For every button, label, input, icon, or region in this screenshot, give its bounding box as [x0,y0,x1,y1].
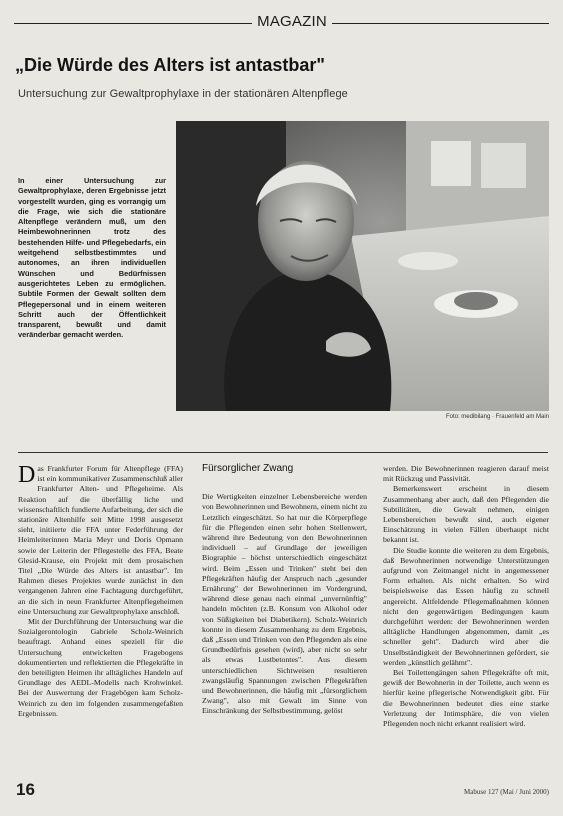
section-header [14,11,549,33]
lead-divider [18,452,548,453]
photo-elderly-woman-at-table [176,121,549,411]
article-lead: In einer Untersuchung zur Gewaltprophylaxe, deren Ergebnisse jetzt vorgestellt wurden, ging es vorrangig um die Frage, wie sich die stationäre Altenpflege verändern muß, um den Heimbewohnerinnen trotz des bestehenden Hilfe- und Pflegebedarfs, ein weitgehend selbstbestimmtes und autonomes, an ihren individuellen Wünschen und Bedürfnissen ausgerichtetes Leben zu ermöglichen. Subtile Formen der Gewalt sollten dem Pflegepersonal und in einem weiteren Schritt auch der Öffentlichkeit transparent, bewußt und damit veränderbar gemacht werden. [18,176,166,340]
column-1-paragraph-1-text: as Frankfurter Forum für Altenpflege (FFA) ist ein kommunikativer Zusammenschluß aller Frankfurter Alten- und Pflegeheime. Als Reaktion auf die überfällig liche und wissenschaftlich fundierte Aufarbeitung, der sich die stationäre Altenhilfe seit Mitte 1998 ausgesetzt sieht, initiierte die FFA unter Federführung der Heimleiterinnen Maria Meyr und Doris Opmann sowie der Leiterin der Pflegestelle des FFA, Beate Glesid-Krause, ein Projekt mit dem prosaischen Titel „Die Würde des Alters ist antastbar". Im Rahmen dieses Projektes wurde zunächst in den vergangenen Jahren eine Fachtagung durchgeführt, an die sich in neun Frankfurter Altenpflegeheimen eine Untersuchung zur Gewaltprophylaxe anschloß. [18,464,183,616]
section-label: MAGAZIN [257,13,327,30]
article-photo [176,121,549,411]
column-3-paragraph-1: werden. Die Bewohnerinnen reagieren darauf meist mit Rückzug und Passivität. [383,464,549,484]
column-3-paragraph-2: Bemerkenswert erscheint in diesem Zusammenhang aber auch, daß den Pflegenden die Subtilitäten, die Gewalt nehmen, einigen Lebensbereichen bewußt sind, auch eigener Einschätzung in vielen Fällen überhaupt nicht bekannt ist. [383,484,549,545]
text-column-1 [18,464,183,719]
column-2-paragraph-1: Die Wertigkeiten einzelner Lebensbereiche werden von Bewohnerinnen und Bewohnern, einem nicht zu Letztlich eingeschätzt. So hat nur die Körperpflege für die Pflegenden einen sehr hohen Stellenwert, während ihre Bedeutung von den Bewohnerinnen individuell – auf Grundlage der jeweiligen Biographie – höchst unterschiedlich eingeschätzt wird. Beim „Essen und Trinken" steht bei den Pflegekräften häufig der Anspruch nach „gesunder Ernährung" der Bewohnerinnen im Vordergrund, während diese genau nach einmal „unvernünftig" handeln möchten (z.B. Konsum von Alkohol oder von Süßigkeiten bei Diabetikern). Scholz-Weinrich konnte in diesem Zusammenhang zu dem Ergebnis, daß „Essen und Trinken von den Pflegenden als eine Grundbedürfnis gesehen (wird), aber nicht so sehr als etwas Lustbetontes". Aus diesem unterschiedlichen Sichtweisen resultieren zwangsläufig Spannungen zwischen Pflegekräften und Bewohnerinnen, die häufig mit „fürsorglichem Zwang", also mit Gewalt im Sinne von Einschränkung der Selbstbestimmung, gelöst [202,492,367,716]
article-title: „Die Würde des Alters ist antastbar" [15,55,325,75]
page-number: 16 [16,780,35,799]
text-column-3 [383,464,549,729]
header-rule-right [332,23,549,24]
column-3-paragraph-4: Bei Toilettengängen sahen Pflegekräfte oft mit, gewiß der Bewohnerin in der Toilette, auch wenn es hierfür keine pflegerische Notwendigkeit gibt. Für die Bewohnerinnen bedeutet dies eine starke Verletzung der Intimsphäre, die von vielen Pflegenden noch nicht erkannt realisiert wird. [383,668,549,729]
column-1-paragraph-2: Mit der Durchführung der Untersuchung war die Sozialgerontologin Gabriele Scholz-Weinrich beauftragt. Anhand eines speziell für die Untersuchung entwickelten Fragebogens dokumentierten und reflektierten die Pflegekräfte in den beteiligten Heimen ihr alltägliches Handeln auf Grundlage des AEDL-Modells nach Krohwinkel. Bei der Auswertung der Fragebögen kam Scholz-Weinrich zu den im folgenden zusammengefaßten Ergebnissen. [18,617,183,718]
section-subheading: Fürsorglicher Zwang [202,463,294,474]
issue-reference: Mabuse 127 (Mai / Juni 2000) [464,788,549,796]
text-column-2 [202,464,367,717]
column-3-paragraph-3: Die Studie konnte die weiteren zu dem Ergebnis, daß Bewohnerinnen notwendige Unterstützungen aufgrund von Zeitmangel nicht in angemessener Form erhalten. Als nicht erhalten. So wird beispielsweise das Essen häufig zu schnell angereicht. Altfeldende Pflegemaßnahmen können nicht den gegenwärtigen Bedingungen kaum durchgeführt werden: der Bewohnerinnen werden alltägliche Handlungen abgenommen, damit „es schneller geht". Dadurch wird aber die Unselbständigkeit der Bewohnerinnen gefördert, sie werden „künstlich gelähmt". [383,545,549,667]
photo-credit: Foto: medibilang · Frauenfeld am Main [445,414,549,420]
article-subtitle: Untersuchung zur Gewaltprophylaxe in der stationären Altenpflege [18,88,348,100]
drop-cap: D [18,462,36,488]
header-rule-left [14,23,252,24]
column-1-paragraph-1 [18,464,183,617]
